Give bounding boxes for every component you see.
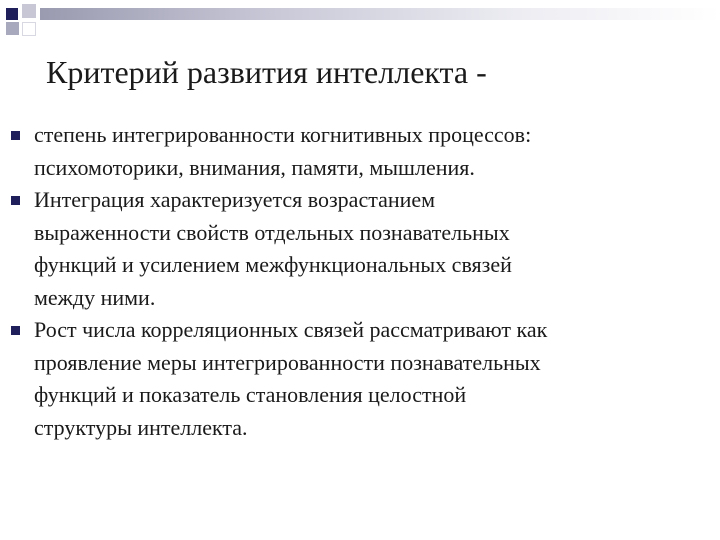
bullet-line: функций и усилением межфункциональных связей bbox=[34, 252, 512, 277]
square-bullet-icon bbox=[11, 326, 20, 335]
bullet-line: функций и показатель становления целостной bbox=[34, 382, 467, 407]
decorative-square bbox=[6, 8, 18, 20]
slide-title: Критерий развития интеллекта - bbox=[46, 54, 487, 90]
decorative-square bbox=[6, 22, 19, 35]
bullet-line: выраженности свойств отдельных познавательных bbox=[34, 219, 510, 245]
bullet-item bbox=[0, 119, 720, 184]
bullet-line: между ними. bbox=[34, 284, 156, 310]
bullet-line: Рост числа корреляционных связей рассматривают как bbox=[34, 317, 548, 342]
bullet-item bbox=[0, 314, 720, 444]
square-bullet-icon bbox=[11, 196, 20, 205]
bullet-line: структуры интеллекта. bbox=[34, 414, 248, 440]
square-bullet-icon bbox=[11, 131, 20, 140]
bullet-list bbox=[0, 119, 720, 444]
decorative-square bbox=[22, 22, 36, 36]
bullet-line: проявление меры интегрированности познавательных bbox=[34, 349, 541, 375]
bullet-item bbox=[0, 184, 720, 314]
bullet-line: психомоторики, внимания, памяти, мышления. bbox=[34, 154, 475, 180]
bullet-line: степень интегрированности когнитивных процессов: bbox=[34, 122, 532, 147]
decorative-top-bar bbox=[40, 8, 720, 20]
decorative-square bbox=[22, 4, 36, 18]
bullet-line: Интеграция характеризуется возрастанием bbox=[34, 187, 436, 212]
